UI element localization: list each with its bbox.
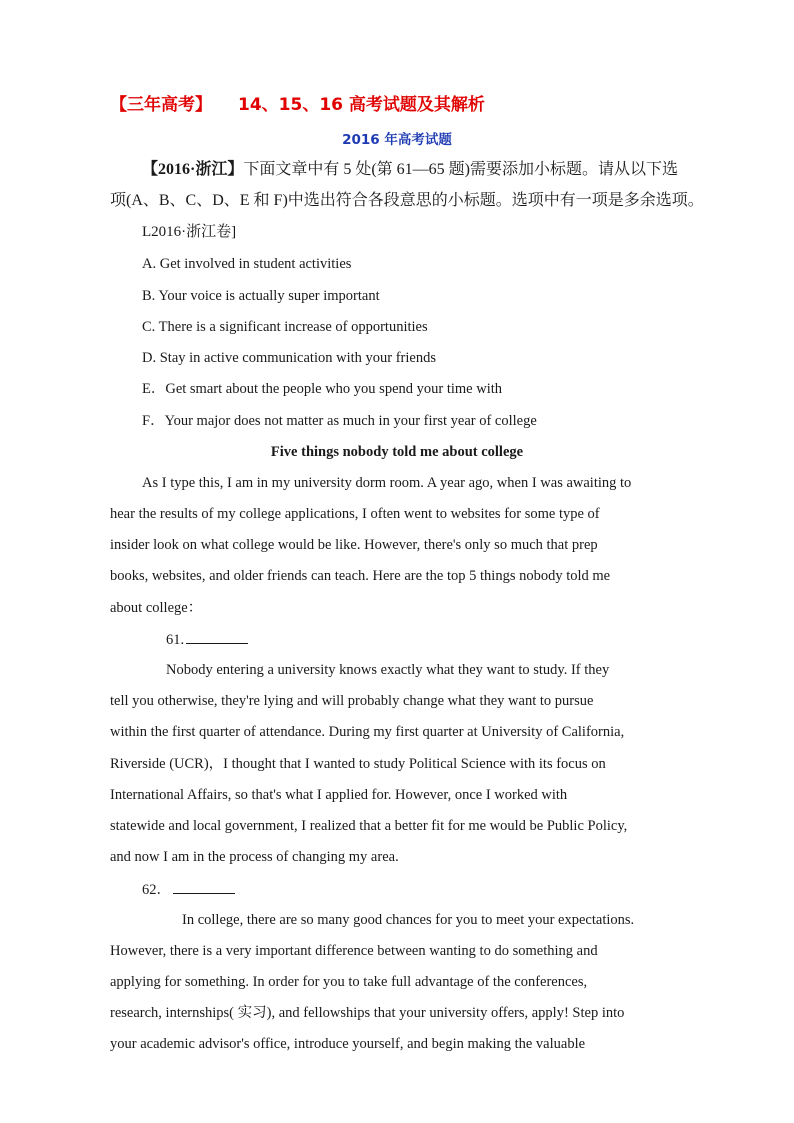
article-title: Five things nobody told me about college: [270, 444, 524, 460]
paragraph2-line-4: Riverside (UCR)，I thought that I wanted to study Political Science with its focus on: [110, 756, 606, 772]
question-61: [166, 629, 248, 650]
paragraph3-line-2: However, there is a very important difference between wanting to do something and: [110, 943, 598, 959]
paragraph2-line-3: within the first quarter of attendance. During my first quarter at University of California,: [110, 724, 625, 740]
intro-line-2: 项(A、B、C、D、E 和 F)中选出符合各段意思的小标题。选项中有一项是多余选项。: [110, 192, 704, 209]
paragraph3-line-4: research, internships( 实习), and fellowships that your university offers, apply! Step into: [110, 1005, 625, 1021]
option-a: A. Get involved in student activities: [142, 256, 352, 272]
option-d: D. Stay in active communication with your friends: [142, 350, 436, 366]
question-61-blank[interactable]: [186, 629, 248, 644]
option-e: E．Get smart about the people who you spend your time with: [142, 381, 503, 397]
paragraph2-line-5: International Affairs, so that's what I applied for. However, once I worked with: [110, 787, 568, 803]
intro-source: 【2016·浙江】: [142, 161, 244, 178]
paragraph1-line-3: insider look on what college would be like. However, there's only so much that prep: [110, 537, 598, 553]
paragraph1-line-5: about college：: [110, 600, 203, 616]
section-header: [110, 95, 485, 115]
question-62-number: 62．: [142, 882, 171, 898]
question-62-blank[interactable]: [173, 879, 235, 894]
intro-line-1: [142, 160, 678, 180]
paragraph2-line-1: Nobody entering a university knows exactly what they want to study. If they: [166, 662, 610, 678]
paragraph3-line-5: your academic advisor's office, introduce yourself, and begin making the valuable: [110, 1036, 586, 1052]
paragraph2-line-7: and now I am in the process of changing my area.: [110, 849, 399, 865]
paragraph1-line-1: As I type this, I am in my university dorm room. A year ago, when I was awaiting to: [142, 475, 632, 491]
question-62: [142, 879, 235, 900]
paragraph1-line-4: books, websites, and older friends can teach. Here are the top 5 things nobody told me: [110, 568, 611, 584]
option-f: F．Your major does not matter as much in your first year of college: [142, 413, 537, 429]
paragraph2-line-6: statewide and local government, I realized that a better fit for me would be Public Policy,: [110, 818, 628, 834]
exam-year-subtitle: 2016 年高考试题: [342, 132, 452, 148]
option-c: C. There is a significant increase of opportunities: [142, 319, 428, 335]
question-61-number: 61.: [166, 632, 185, 648]
header-bracket: 【三年高考】: [110, 95, 212, 115]
paragraph1-line-2: hear the results of my college applications, I often went to websites for some type of: [110, 506, 600, 522]
intro-text-1: 下面文章中有 5 处(第 61—65 题)需要添加小标题。请从以下选: [243, 161, 679, 178]
paragraph3-line-3: applying for something. In order for you to take full advantage of the conferences,: [110, 974, 588, 990]
header-years: 14、15、16 高考试题及其解析: [238, 95, 485, 115]
paragraph2-line-2: tell you otherwise, they're lying and will probably change what they want to pursue: [110, 693, 594, 709]
paragraph3-line-1: In college, there are so many good chances for you to meet your expectations.: [182, 912, 635, 928]
option-b: B. Your voice is actually super important: [142, 288, 380, 304]
intro-line-3: L2016·浙江卷]: [142, 224, 237, 240]
